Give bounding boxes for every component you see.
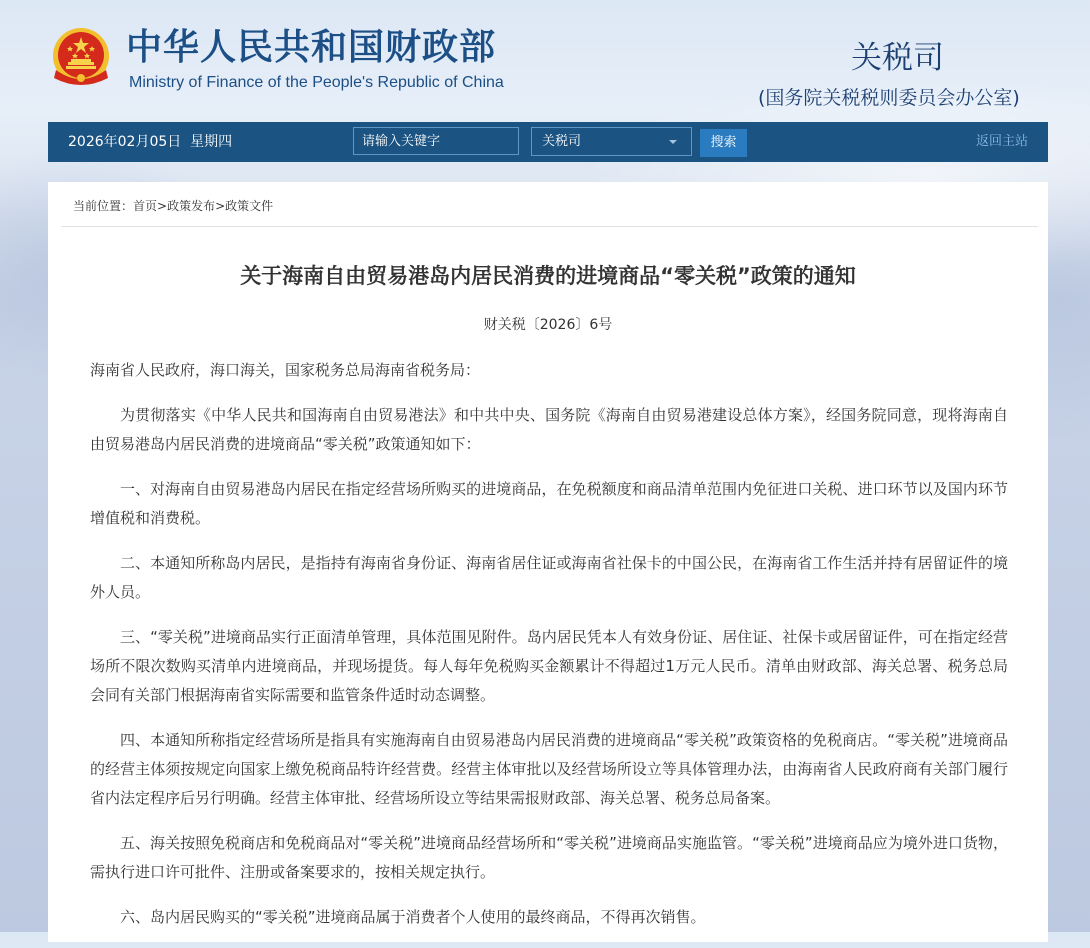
chevron-down-icon [669,140,677,144]
paragraph-5: 五、海关按照免税商店和免税商品对“零关税”进境商品经营场所和“零关税”进境商品实施监管。“零关税”进境商品应为境外进口货物，需执行进口许可批件、注册或备案要求的，按相关规定执行。 [90,834,1008,881]
nav-bar [48,122,1048,162]
current-date [68,122,232,162]
search-scope-value: 关税司 [542,134,582,149]
department-subtitle: (国务院关税税则委员会办公室) [758,87,1020,109]
breadcrumb-home[interactable]: 首页 [133,199,158,213]
date: 2026年02月05日 [68,134,182,150]
document-number: 财关税〔2026〕6号 [483,317,613,333]
search-scope-select[interactable] [531,127,692,156]
paragraph-4: 四、本通知所称指定经营场所是指具有实施海南自由贸易港岛内居民消费的进境商品“零关税”政策资格的免税商店。“零关税”进境商品的经营主体须按规定向国家上缴免税商品特许经营费。经营主体审批以及经营场所设立等具体管理办法，由海南省人民政府商有关部门履行省内法定程序后另行明确。经营主体审批、经营场所设立等结果需报财政部、海关总署、税务总局备案。 [90,731,1008,807]
site-name-en[interactable]: Ministry of Finance of the People's Republic of China [129,74,504,91]
breadcrumb [73,196,273,216]
breadcrumb-separator: > [215,199,226,213]
site-header [0,0,1090,120]
search-button[interactable]: 搜索 [700,129,747,157]
department-title: 关税司 [851,40,944,76]
breadcrumb-policy-documents[interactable]: 政策文件 [225,199,274,213]
breadcrumb-label: 当前位置： [73,199,134,213]
return-home-link[interactable]: 返回主站 [975,134,1028,149]
weekday: 星期四 [190,134,233,150]
document-body [90,356,1008,948]
paragraph-2: 二、本通知所称岛内居民，是指持有海南省身份证、海南省居住证或海南省社保卡的中国公民，在海南省工作生活并持有居留证件的境外人员。 [90,554,1008,601]
breadcrumb-separator: > [157,199,168,213]
paragraph-3: 三、“零关税”进境商品实行正面清单管理，具体范围见附件。岛内居民凭本人有效身份证、居住证、社保卡或居留证件，可在指定经营场所不限次数购买清单内进境商品，并现场提货。每人每年免税购买金额累计不得超过1万元人民币。清单由财政部、海关总署、税务总局会同有关部门根据海南省实际需要和监管条件适时动态调整。 [90,628,1008,704]
search-input[interactable] [353,127,519,155]
breadcrumb-policy-release[interactable]: 政策发布 [167,199,216,213]
national-emblem-icon[interactable] [50,26,112,90]
salutation: 海南省人民政府，海口海关，国家税务总局海南省税务局： [90,361,481,379]
site-name-cn[interactable]: 中华人民共和国财政部 [126,27,497,68]
paragraph-intro: 为贯彻落实《中华人民共和国海南自由贸易港法》和中共中央、国务院《海南自由贸易港建设总体方案》，经国务院同意，现将海南自由贸易港岛内居民消费的进境商品“零关税”政策通知如下： [90,406,1008,453]
divider [61,226,1038,227]
paragraph-1: 一、对海南自由贸易港岛内居民在指定经营场所购买的进境商品，在免税额度和商品清单范围内免征进口关税、进口环节以及国内环节增值税和消费税。 [90,480,1008,527]
document-title: 关于海南自由贸易港岛内居民消费的进境商品“零关税”政策的通知 [240,264,856,288]
paragraph-6: 六、岛内居民购买的“零关税”进境商品属于消费者个人使用的最终商品，不得再次销售。 [120,908,706,926]
article-panel [48,182,1048,942]
